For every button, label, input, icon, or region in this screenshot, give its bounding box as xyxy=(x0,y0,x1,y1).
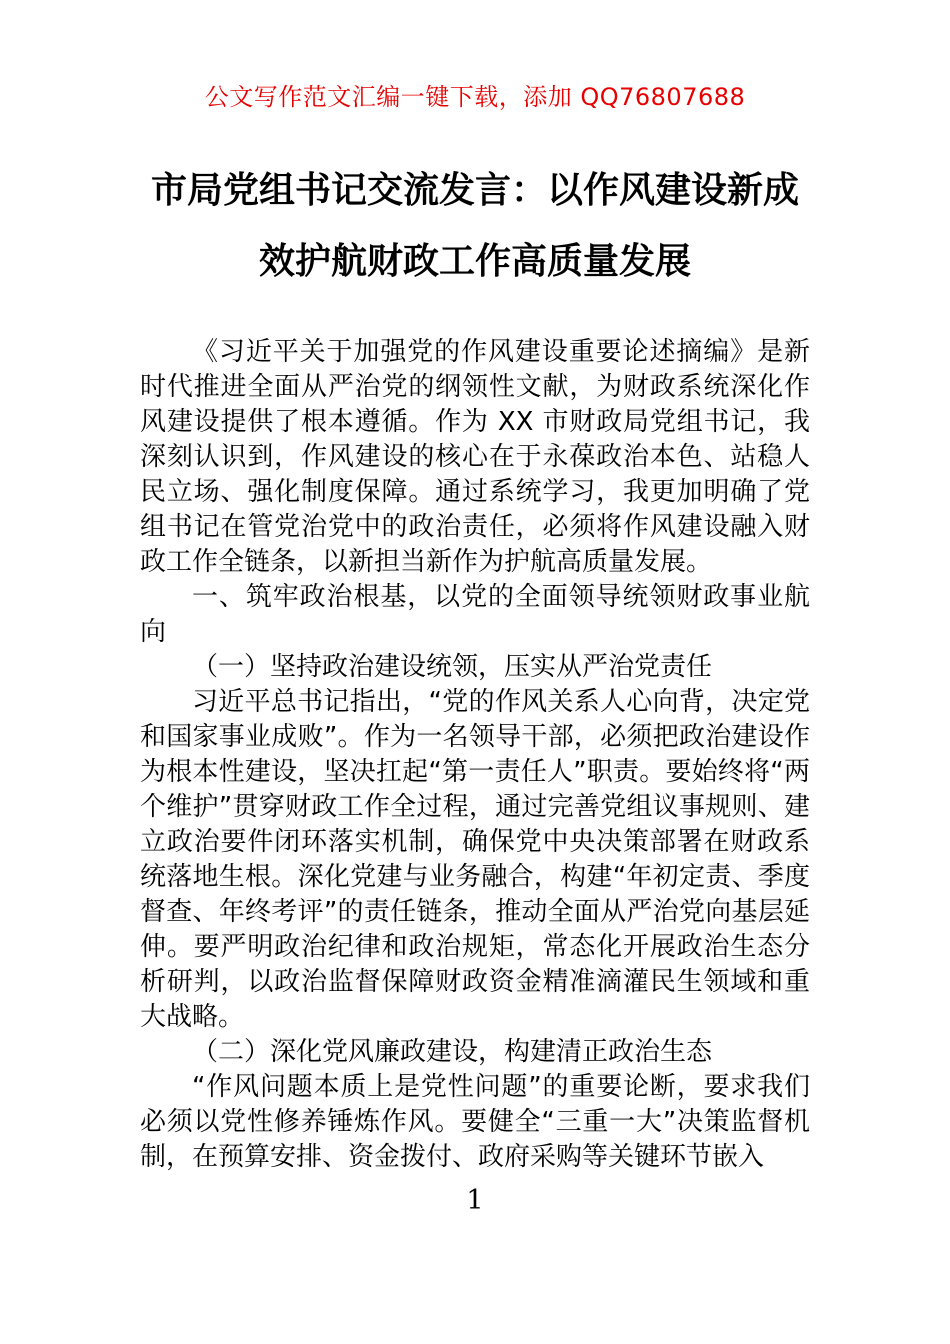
document-title-line2: 效护航财政工作高质量发展 xyxy=(258,241,691,282)
document-title-line1: 市局党组书记交流发言：以作风建设新成 xyxy=(150,170,799,211)
paragraph-heading2: （一）坚持政治建设统领，压实从严治党责任 xyxy=(192,652,713,682)
page-footer xyxy=(0,1186,950,1216)
document-title xyxy=(140,155,810,297)
paragraph-heading1: 一、筑牢政治根基，以党的全面领导统领财政事业航向 xyxy=(140,582,810,647)
paragraph-body: “作风问题本质上是党性问题”的重要论断，要求我们必须以党性修养锤炼作风。要健全“三重一大”决策监督机制，在预算安排、资金拨付、政府采购等关键环节嵌入 xyxy=(140,1072,810,1172)
page-number: 1 xyxy=(466,1185,484,1216)
promo-banner xyxy=(140,84,810,110)
paragraph-heading2: （二）深化党风廉政建设，构建清正政治生态 xyxy=(192,1037,713,1067)
promo-banner-text: 公文写作范文汇编一键下载，添加 QQ76807688 xyxy=(204,83,746,111)
paragraph-body: 《习近平关于加强党的作风建设重要论述摘编》是新时代推进全面从严治党的纲领性文献，为财政系统深化作风建设提供了根本遵循。作为 XX 市财政局党组书记，我深刻认识到，作风建设的核心在于永葆政治本色、站稳人民立场、强化制度保障。通过系统学习，我更加明确了党组书记在管党治党中的政治责任，必须将作风建设融入财政工作全链条，以新担当新作为护航高质量发展。 xyxy=(140,337,810,577)
document-body xyxy=(140,335,810,1175)
paragraph-body: 习近平总书记指出，“党的作风关系人心向背，决定党和国家事业成败”。作为一名领导干部，必须把政治建设作为根本性建设，坚决扛起“第一责任人”职责。要始终将“两个维护”贯穿财政工作全过程，通过完善党组议事规则、建立政治要件闭环落实机制，确保党中央决策部署在财政系统落地生根。深化党建与业务融合，构建“年初定责、季度督查、年终考评”的责任链条，推动全面从严治党向基层延伸。要严明政治纪律和政治规矩，常态化开展政治生态分析研判，以政治监督保障财政资金精准滴灌民生领域和重大战略。 xyxy=(140,687,810,1032)
